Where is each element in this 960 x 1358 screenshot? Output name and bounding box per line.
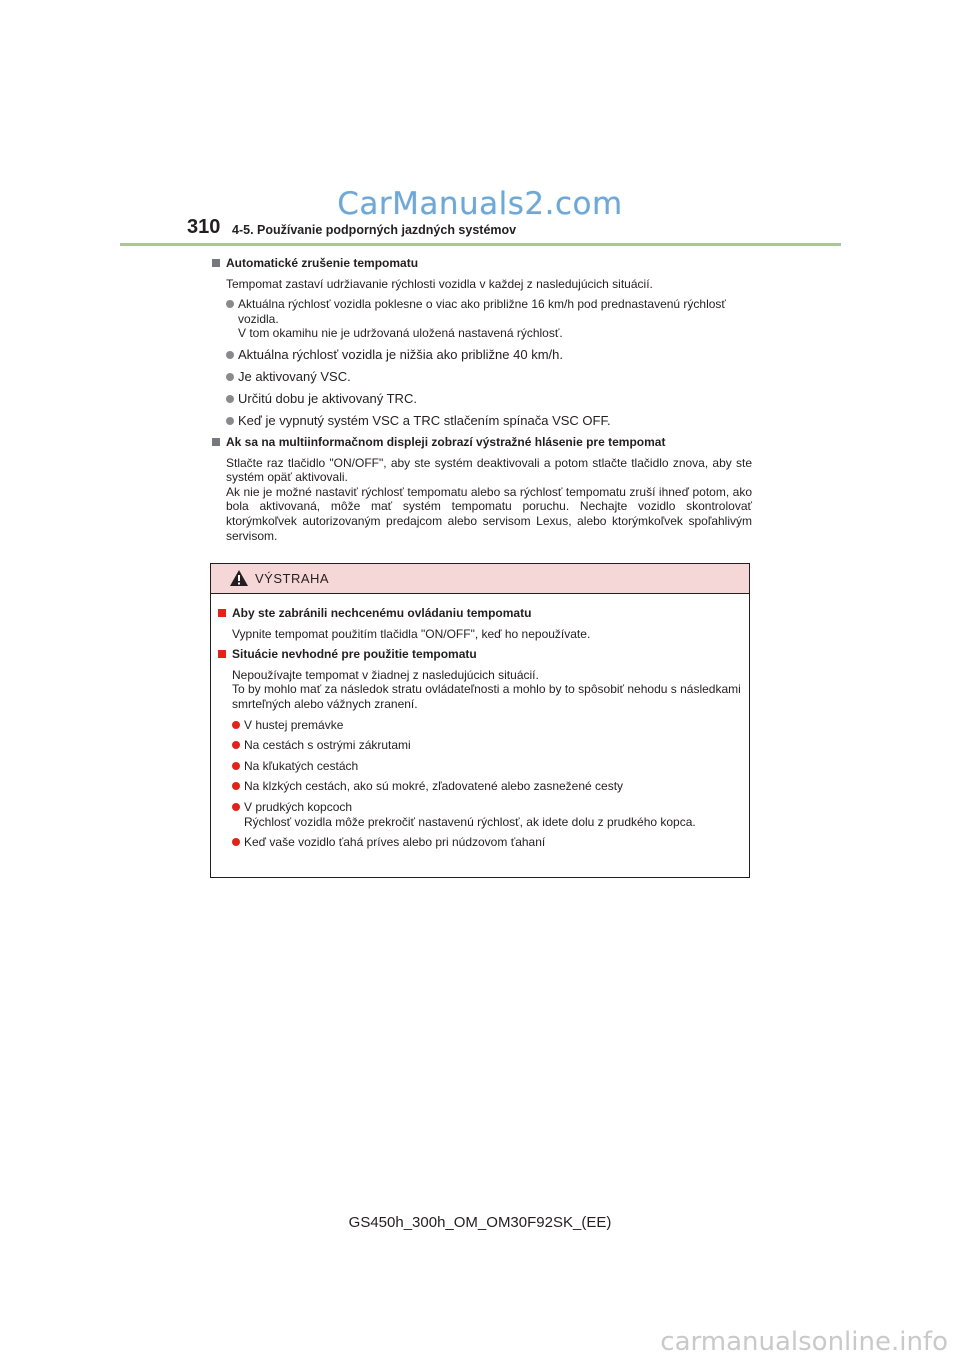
section-heading-text: Automatické zrušenie tempomatu [226,256,419,270]
warning-item-heading-text: Aby ste zabránili nechcenému ovládaniu tempomatu [232,606,532,620]
red-circle-bullet-icon [232,782,240,790]
watermark-bottom: carmanualsonline.info [660,1327,948,1357]
warning-box [210,563,750,878]
auto-cancel-bullet [212,347,752,363]
auto-cancel-intro: Tempomat zastaví udržiavanie rýchlosti vozidla v každej z nasledujúcich situácií. [226,276,653,291]
red-circle-bullet-icon [232,721,240,729]
bullet-text: Na klzkých cestách, ako sú mokré, zľadovatené alebo zasnežené cesty [244,779,624,794]
red-square-bullet-icon [218,609,226,617]
circle-bullet-icon [226,395,234,403]
auto-cancel-bullet [212,369,752,385]
warning-bullet [218,800,746,829]
warning-item-text: Nepoužívajte tempomat v žiadnej z nasledujúcich situácií. To by mohlo mať za následok stratu ovládateľnosti a mohlo by to spôsobiť nehodu s následkami smrteľných alebo vážnych zranení. [232,667,741,711]
circle-bullet-icon [226,417,234,425]
warning-item-heading [218,647,746,662]
red-circle-bullet-icon [232,838,240,846]
warning-triangle-icon [229,569,249,587]
bullet-text: Je aktivovaný VSC. [238,368,351,384]
warning-bullet [218,759,746,774]
manual-id-footer: GS450h_300h_OM_OM30F92SK_(EE) [348,1214,612,1231]
warning-bullet [218,835,746,850]
bullet-text: Aktuálna rýchlosť vozidla je nižšia ako približne 40 km/h. [238,346,563,362]
section-heading-warning-message [212,435,752,450]
bullet-text: Aktuálna rýchlosť vozidla poklesne o viac ako približne 16 km/h pod prednastavenú rýchlosť vozidla. V tom okamihu nie je udržovaná uložená nastavená rýchlosť. [238,297,726,341]
bullet-text: V prudkých kopcoch Rýchlosť vozidla môže prekročiť nastavenú rýchlosť, ak idete dolu z prudkého kopca. [244,799,696,829]
red-circle-bullet-icon [232,762,240,770]
auto-cancel-bullet [212,297,752,341]
warning-message-text: Stlačte raz tlačidlo "ON/OFF", aby ste systém deaktivovali a potom stlačte tlačidlo znova, aby ste systém opäť aktivovali. Ak nie je možné nastaviť rýchlosť tempomatu alebo sa rýchlosť tempomatu zruší ihneď potom, ako bola aktivovaná, môže mať systém tempomatu poruchu. Nechajte vozidlo skontrolovať ktorýmkoľvek autorizovaným predajcom alebo servisom Lexus, alebo ktorýmkoľvek spoľahlivým servisom. [226,455,752,543]
warning-title: VÝSTRAHA [255,571,330,586]
circle-bullet-icon [226,373,234,381]
bullet-text: Keď je vypnutý systém VSC a TRC stlačením spínača VSC OFF. [238,412,611,428]
main-content [212,256,752,543]
red-circle-bullet-icon [232,803,240,811]
square-bullet-icon [212,438,220,446]
bullet-text: Keď vaše vozidlo ťahá príves alebo pri núdzovom ťahaní [244,835,546,850]
chapter-title: 4-5. Používanie podporných jazdných systémov [232,223,517,237]
warning-item-heading [218,606,746,621]
circle-bullet-icon [226,300,234,308]
warning-title-bar [211,564,749,594]
square-bullet-icon [212,259,220,267]
page-number: 310 [187,216,221,238]
warning-bullet [218,779,746,794]
header-rule [120,243,841,246]
warning-bullet [218,738,746,753]
section-heading-text: Ak sa na multiinformačnom displeji zobrazí výstražné hlásenie pre tempomat [226,434,666,449]
auto-cancel-bullet [212,391,752,407]
warning-body [218,606,746,850]
bullet-text: Na kľukatých cestách [244,758,359,773]
red-square-bullet-icon [218,650,226,658]
bullet-text: Na cestách s ostrými zákrutami [244,738,411,753]
watermark-top: CarManuals2.com [337,186,623,222]
red-circle-bullet-icon [232,741,240,749]
bullet-text: Určitú dobu je aktivovaný TRC. [238,390,417,406]
warning-item-heading-text: Situácie nevhodné pre použitie tempomatu [232,647,477,662]
circle-bullet-icon [226,351,234,359]
bullet-text: V hustej premávke [244,717,344,732]
warning-item-text: Vypnite tempomat použitím tlačidla "ON/OFF", keď ho nepoužívate. [232,626,591,641]
warning-bullet [218,718,746,733]
auto-cancel-bullet [212,413,752,429]
section-heading-auto-cancel [212,256,752,271]
